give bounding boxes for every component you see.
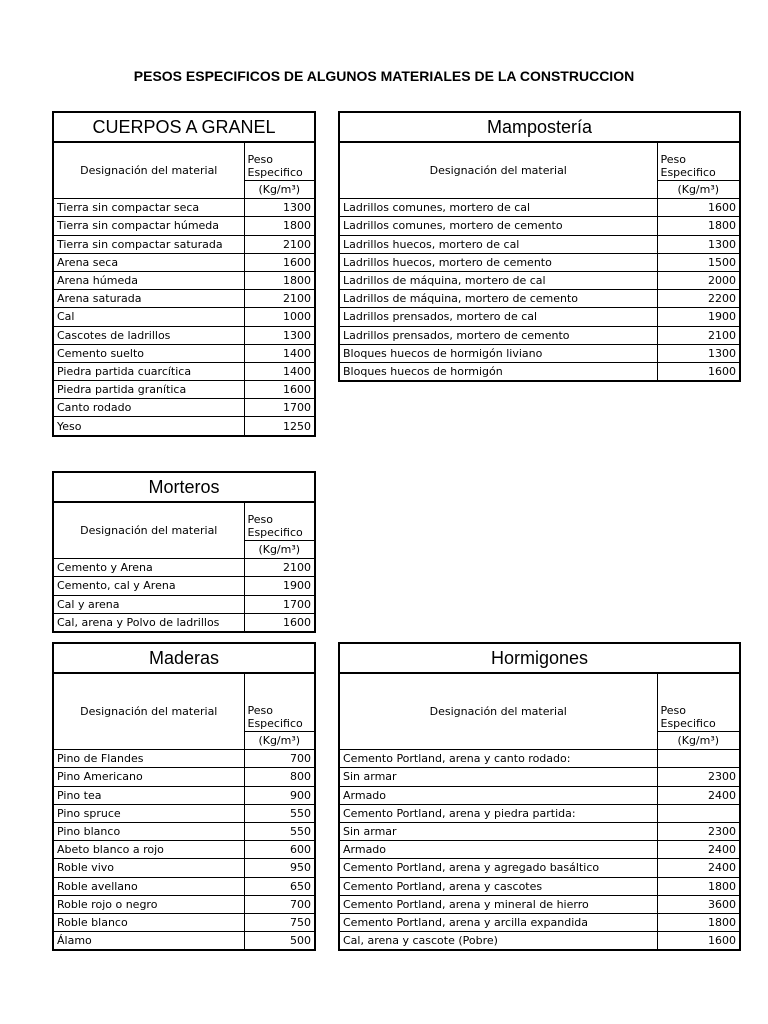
material-weight: 1700 [244, 595, 315, 613]
units-header: (Kg/m³) [657, 181, 740, 199]
designacion-header: Designación del material [339, 142, 657, 199]
material-name: Ladrillos de máquina, mortero de cal [339, 271, 657, 289]
material-name: Ladrillos huecos, mortero de cal [339, 235, 657, 253]
material-weight: 600 [244, 841, 315, 859]
table-row [339, 344, 740, 362]
material-name: Pino tea [53, 786, 244, 804]
table-row [339, 804, 740, 822]
material-weight: 1600 [657, 199, 740, 217]
material-weight: 1900 [244, 577, 315, 595]
designacion-header: Designación del material [53, 142, 244, 199]
table-row [339, 895, 740, 913]
material-weight: 2100 [244, 290, 315, 308]
material-weight: 1400 [244, 362, 315, 380]
material-name: Canto rodado [53, 399, 244, 417]
material-weight: 1600 [657, 362, 740, 381]
material-weight: 1800 [657, 217, 740, 235]
material-weight: 1600 [657, 932, 740, 951]
material-name: Tierra sin compactar seca [53, 199, 244, 217]
table-row [53, 253, 315, 271]
table-row [339, 235, 740, 253]
units-header: (Kg/m³) [244, 732, 315, 750]
material-name: Piedra partida cuarcítica [53, 362, 244, 380]
material-weight: 3600 [657, 895, 740, 913]
material-weight: 800 [244, 768, 315, 786]
peso-header-line2: Especifico [247, 166, 303, 179]
table-row [53, 362, 315, 380]
material-name: Ladrillos comunes, mortero de cal [339, 199, 657, 217]
material-weight: 500 [244, 932, 315, 951]
table-row [53, 235, 315, 253]
peso-header [657, 142, 740, 181]
material-weight: 1300 [244, 199, 315, 217]
table-row [53, 399, 315, 417]
peso-header [244, 673, 315, 732]
material-weight: 1700 [244, 399, 315, 417]
material-weight: 1800 [657, 913, 740, 931]
material-weight: 1400 [244, 344, 315, 362]
material-name: Ladrillos comunes, mortero de cemento [339, 217, 657, 235]
material-weight: 2100 [657, 326, 740, 344]
material-weight: 1800 [244, 217, 315, 235]
material-name: Roble avellano [53, 877, 244, 895]
table-row [53, 417, 315, 436]
material-name: Tierra sin compactar húmeda [53, 217, 244, 235]
table-row [53, 595, 315, 613]
material-weight: 950 [244, 859, 315, 877]
table-row [53, 271, 315, 289]
material-weight: 650 [244, 877, 315, 895]
material-name: Arena seca [53, 253, 244, 271]
table-row [53, 859, 315, 877]
material-name: Pino de Flandes [53, 750, 244, 768]
material-weight: 2400 [657, 786, 740, 804]
material-name: Cal y arena [53, 595, 244, 613]
material-name: Cal [53, 308, 244, 326]
table-row [339, 822, 740, 840]
material-name: Cemento Portland, arena y piedra partida: [339, 804, 657, 822]
table-row [53, 841, 315, 859]
material-weight: 2100 [244, 559, 315, 577]
peso-header-line1: Peso [247, 153, 273, 166]
material-weight: 1900 [657, 308, 740, 326]
peso-header [657, 673, 740, 732]
material-name: Cemento Portland, arena y cascotes [339, 877, 657, 895]
material-name: Ladrillos de máquina, mortero de cemento [339, 290, 657, 308]
material-name: Cemento Portland, arena y agregado basáltico [339, 859, 657, 877]
table-row [53, 199, 315, 217]
table-row [53, 613, 315, 632]
table-row [53, 308, 315, 326]
page-title: PESOS ESPECIFICOS DE ALGUNOS MATERIALES DE LA CONSTRUCCION [133, 68, 635, 84]
material-name: Cemento y Arena [53, 559, 244, 577]
table-row [339, 768, 740, 786]
material-weight: 2100 [244, 235, 315, 253]
material-name: Cal, arena y cascote (Pobre) [339, 932, 657, 951]
material-name: Ladrillos huecos, mortero de cemento [339, 253, 657, 271]
material-name: Sin armar [339, 768, 657, 786]
table-row [53, 913, 315, 931]
material-name: Pino spruce [53, 804, 244, 822]
table-row [53, 822, 315, 840]
material-weight: 1500 [657, 253, 740, 271]
table-row [53, 750, 315, 768]
material-weight: 1300 [657, 235, 740, 253]
table-row [339, 326, 740, 344]
table-row [53, 217, 315, 235]
table-row [339, 290, 740, 308]
material-name: Tierra sin compactar saturada [53, 235, 244, 253]
material-weight: 550 [244, 822, 315, 840]
material-name: Ladrillos prensados, mortero de cal [339, 308, 657, 326]
material-weight: 1600 [244, 613, 315, 632]
table-row [339, 859, 740, 877]
material-name: Roble vivo [53, 859, 244, 877]
material-name: Roble rojo o negro [53, 895, 244, 913]
table-row [339, 877, 740, 895]
designacion-header: Designación del material [53, 502, 244, 559]
peso-header-line2: Especifico [660, 166, 716, 179]
material-weight: 1800 [244, 271, 315, 289]
material-name: Cemento, cal y Arena [53, 577, 244, 595]
material-name: Piedra partida granítica [53, 381, 244, 399]
table-row [53, 381, 315, 399]
table-row [53, 290, 315, 308]
material-name: Cascotes de ladrillos [53, 326, 244, 344]
table-row [339, 271, 740, 289]
peso-header-line1: Peso [660, 153, 686, 166]
peso-header-line2: Especifico [247, 526, 303, 539]
material-weight: 700 [244, 750, 315, 768]
table-row [339, 308, 740, 326]
table-row [53, 895, 315, 913]
peso-header-line1: Peso [660, 704, 686, 717]
table-row [53, 344, 315, 362]
table-row [339, 786, 740, 804]
material-weight [657, 750, 740, 768]
material-weight: 1600 [244, 253, 315, 271]
table-row [339, 253, 740, 271]
material-name: Arena húmeda [53, 271, 244, 289]
table-row [53, 326, 315, 344]
table-row [53, 786, 315, 804]
units-header: (Kg/m³) [244, 181, 315, 199]
material-name: Yeso [53, 417, 244, 436]
material-weight: 700 [244, 895, 315, 913]
material-weight: 2200 [657, 290, 740, 308]
table-row [53, 768, 315, 786]
morteros-title: Morteros [53, 472, 315, 502]
mamposteria-table [338, 111, 741, 382]
material-weight: 900 [244, 786, 315, 804]
designacion-header: Designación del material [339, 673, 657, 750]
hormigones-title: Hormigones [339, 643, 740, 673]
material-name: Sin armar [339, 822, 657, 840]
material-name: Cal, arena y Polvo de ladrillos [53, 613, 244, 632]
table-row [53, 877, 315, 895]
material-weight [657, 804, 740, 822]
material-name: Cemento suelto [53, 344, 244, 362]
material-name: Bloques huecos de hormigón liviano [339, 344, 657, 362]
maderas-title: Maderas [53, 643, 315, 673]
table-row [53, 804, 315, 822]
material-weight: 2400 [657, 841, 740, 859]
material-name: Ladrillos prensados, mortero de cemento [339, 326, 657, 344]
peso-header-line1: Peso [247, 513, 273, 526]
material-name: Roble blanco [53, 913, 244, 931]
table-row [53, 577, 315, 595]
peso-header [244, 502, 315, 541]
material-weight: 750 [244, 913, 315, 931]
table-row [53, 559, 315, 577]
table-row [339, 199, 740, 217]
material-name: Abeto blanco a rojo [53, 841, 244, 859]
table-row [339, 913, 740, 931]
material-name: Armado [339, 841, 657, 859]
material-weight: 2300 [657, 822, 740, 840]
material-weight: 1300 [244, 326, 315, 344]
material-weight: 2300 [657, 768, 740, 786]
table-row [339, 841, 740, 859]
units-header: (Kg/m³) [657, 732, 740, 750]
material-name: Pino Americano [53, 768, 244, 786]
material-weight: 1000 [244, 308, 315, 326]
material-name: Arena saturada [53, 290, 244, 308]
table-row [339, 362, 740, 381]
peso-header-line2: Especifico [660, 717, 716, 730]
granel-table [52, 111, 316, 437]
material-weight: 1250 [244, 417, 315, 436]
morteros-table [52, 471, 316, 633]
designacion-header: Designación del material [53, 673, 244, 750]
material-name: Cemento Portland, arena y canto rodado: [339, 750, 657, 768]
material-weight: 1300 [657, 344, 740, 362]
mamposteria-title: Mampostería [339, 112, 740, 142]
material-weight: 1600 [244, 381, 315, 399]
material-name: Álamo [53, 932, 244, 951]
maderas-table [52, 642, 316, 951]
material-name: Bloques huecos de hormigón [339, 362, 657, 381]
peso-header-line1: Peso [247, 704, 273, 717]
table-row [339, 217, 740, 235]
table-row [339, 750, 740, 768]
units-header: (Kg/m³) [244, 541, 315, 559]
material-weight: 2000 [657, 271, 740, 289]
peso-header [244, 142, 315, 181]
material-weight: 2400 [657, 859, 740, 877]
table-row [339, 932, 740, 951]
table-row [53, 932, 315, 951]
granel-title: CUERPOS A GRANEL [53, 112, 315, 142]
material-name: Cemento Portland, arena y mineral de hierro [339, 895, 657, 913]
material-weight: 1800 [657, 877, 740, 895]
material-weight: 550 [244, 804, 315, 822]
peso-header-line2: Especifico [247, 717, 303, 730]
material-name: Cemento Portland, arena y arcilla expandida [339, 913, 657, 931]
material-name: Armado [339, 786, 657, 804]
material-name: Pino blanco [53, 822, 244, 840]
hormigones-table [338, 642, 741, 951]
